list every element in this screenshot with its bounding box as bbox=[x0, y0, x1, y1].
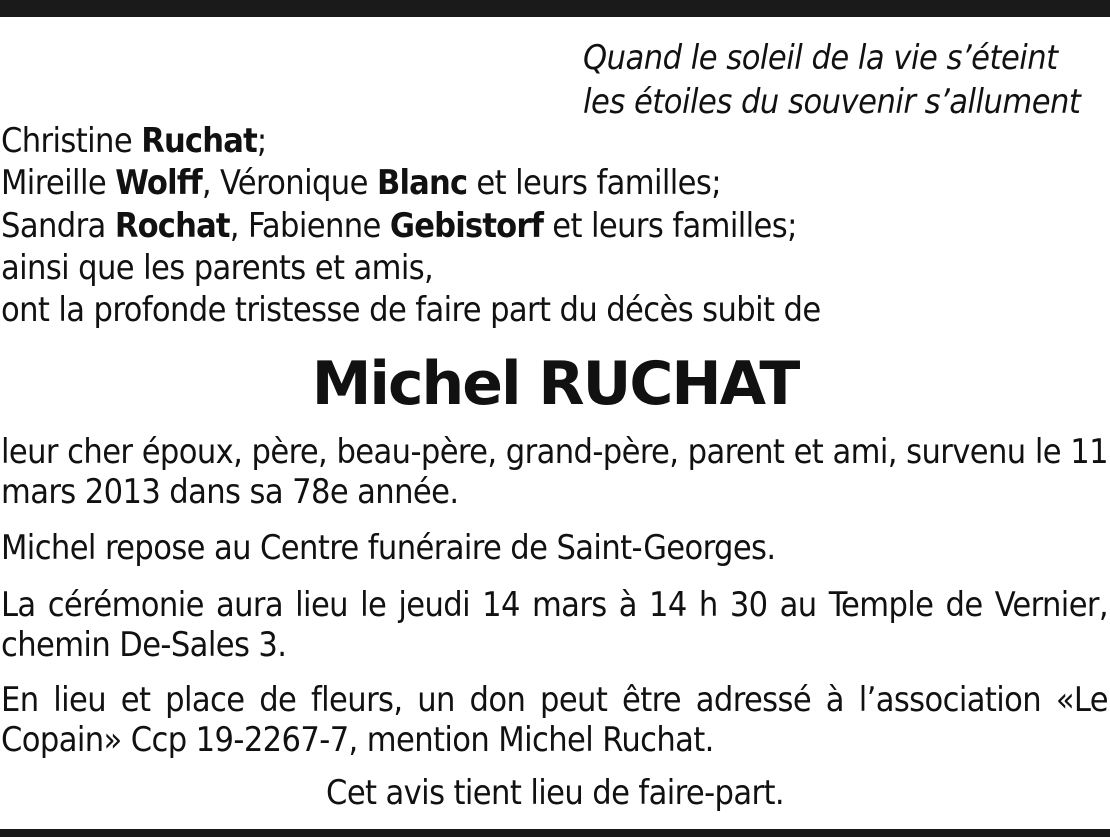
first-name: Mireille bbox=[1, 163, 116, 204]
first-name: Sandra bbox=[1, 205, 115, 246]
top-border-rule bbox=[0, 0, 1110, 17]
paragraph-relationship-date: leur cher époux, père, beau-père, grand-père, parent et ami, survenu le 11 mars 2013 dans sa 78e année. bbox=[1, 432, 1108, 512]
epigraph-quote bbox=[583, 36, 1103, 124]
second-surname: Blanc bbox=[376, 163, 468, 204]
line-suffix: et leurs familles; bbox=[467, 163, 721, 204]
announcer-line-2 bbox=[1, 162, 1101, 204]
announcers-block bbox=[1, 120, 1101, 331]
surname: Wolff bbox=[115, 163, 202, 204]
second-first-name: , Véronique bbox=[201, 163, 377, 204]
surname: Ruchat bbox=[141, 121, 257, 161]
second-surname: Gebistorf bbox=[389, 205, 544, 246]
line-suffix: ; bbox=[256, 121, 267, 161]
paragraph-ceremony: La cérémonie aura lieu le jeudi 14 mars à 14 h 30 au Temple de Vernier, chemin De-Sales 3. bbox=[1, 585, 1108, 665]
paragraph-repose: Michel repose au Centre funéraire de Saint-Georges. bbox=[1, 528, 776, 568]
closing-note: Cet avis tient lieu de faire-part. bbox=[326, 773, 784, 813]
second-first-name: , Fabienne bbox=[229, 205, 390, 246]
announcer-line-4: ainsi que les parents et amis, bbox=[1, 247, 434, 288]
surname: Rochat bbox=[114, 205, 230, 246]
paragraph-donation: En lieu et place de fleurs, un don peut être adressé à l’association «Le Copain» Ccp 19-2267-7, mention Michel Ruchat. bbox=[1, 680, 1108, 760]
bottom-border-rule bbox=[0, 829, 1110, 837]
first-name: Christine bbox=[1, 121, 142, 161]
announcer-line-5: ont la profonde tristesse de faire part du décès subit de bbox=[1, 290, 821, 331]
announcer-line-1 bbox=[1, 120, 1101, 162]
epigraph-line-1: Quand le soleil de la vie s’éteint bbox=[583, 38, 1058, 78]
line-suffix: et leurs familles; bbox=[543, 205, 797, 246]
epigraph-line-2: les étoiles du souvenir s’allument bbox=[583, 82, 1081, 122]
announcer-line-3 bbox=[1, 205, 1101, 247]
deceased-name-heading: Michel RUCHAT bbox=[311, 349, 799, 419]
